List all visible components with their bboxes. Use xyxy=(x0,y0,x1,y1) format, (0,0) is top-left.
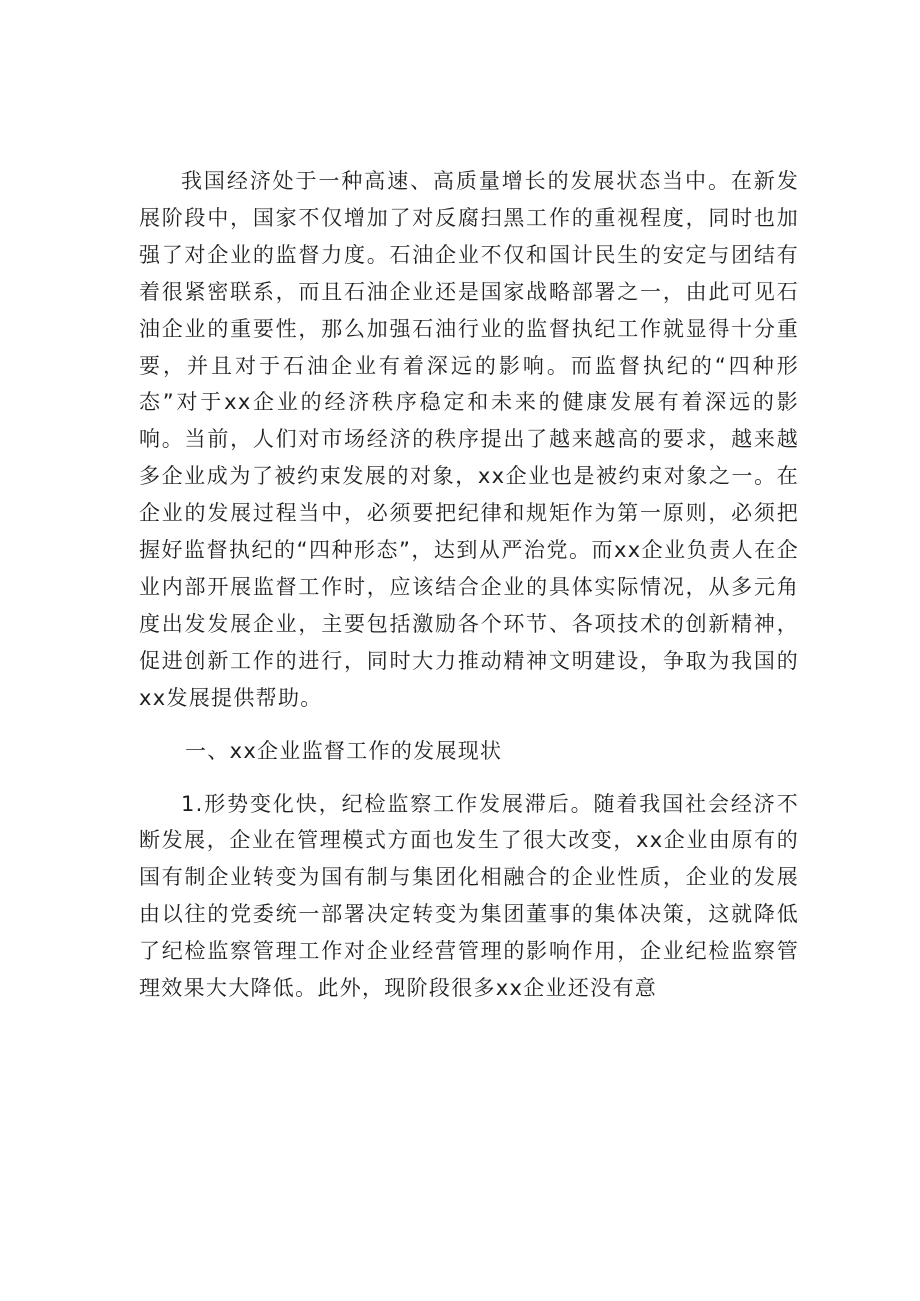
intro-paragraph: 我国经济处于一种高速、高质量增长的发展状态当中。在新发展阶段中，国家不仅增加了对反腐扫黑工作的重视程度，同时也加强了对企业的监督力度。石油企业不仅和国计民生的安定与团结有着很紧密联系，而且石油企业还是国家战略部署之一，由此可见石油企业的重要性，那么加强石油行业的监督执纪工作就显得十分重要，并且对于石油企业有着深远的影响。而监督执纪的“四种形态”对于xx企业的经济秩序稳定和未来的健康发展有着深远的影响。当前，人们对市场经济的秩序提出了越来越高的要求，越来越多企业成为了被约束发展的对象，xx企业也是被约束对象之一。在企业的发展过程当中，必须要把纪律和规矩作为第一原则，必须把握好监督执纪的“四种形态”，达到从严治党。而xx企业负责人在企业内部开展监督工作时，应该结合企业的具体实际情况，从多元角度出发发展企业，主要包括激励各个环节、各项技术的创新精神，促进创新工作的进行，同时大力推动精神文明建设，争取为我国的xx发展提供帮助。 xyxy=(139,169,799,710)
section-heading: 一、xx企业监督工作的发展现状 xyxy=(185,738,503,763)
section-paragraph: 1.形势变化快，纪检监察工作发展滞后。随着我国社会经济不断发展，企业在管理模式方面也发生了很大改变，xx企业由原有的国有制企业转变为国有制与集团化相融合的企业性质，企业的发展由以往的党委统一部署决定转变为集团董事的集体决策，这就降低了纪检监察管理工作对企业经营管理的影响作用，企业纪检监察管理效果大大降低。此外，现阶段很多xx企业还没有意 xyxy=(139,791,799,1001)
document-body xyxy=(139,163,799,1007)
